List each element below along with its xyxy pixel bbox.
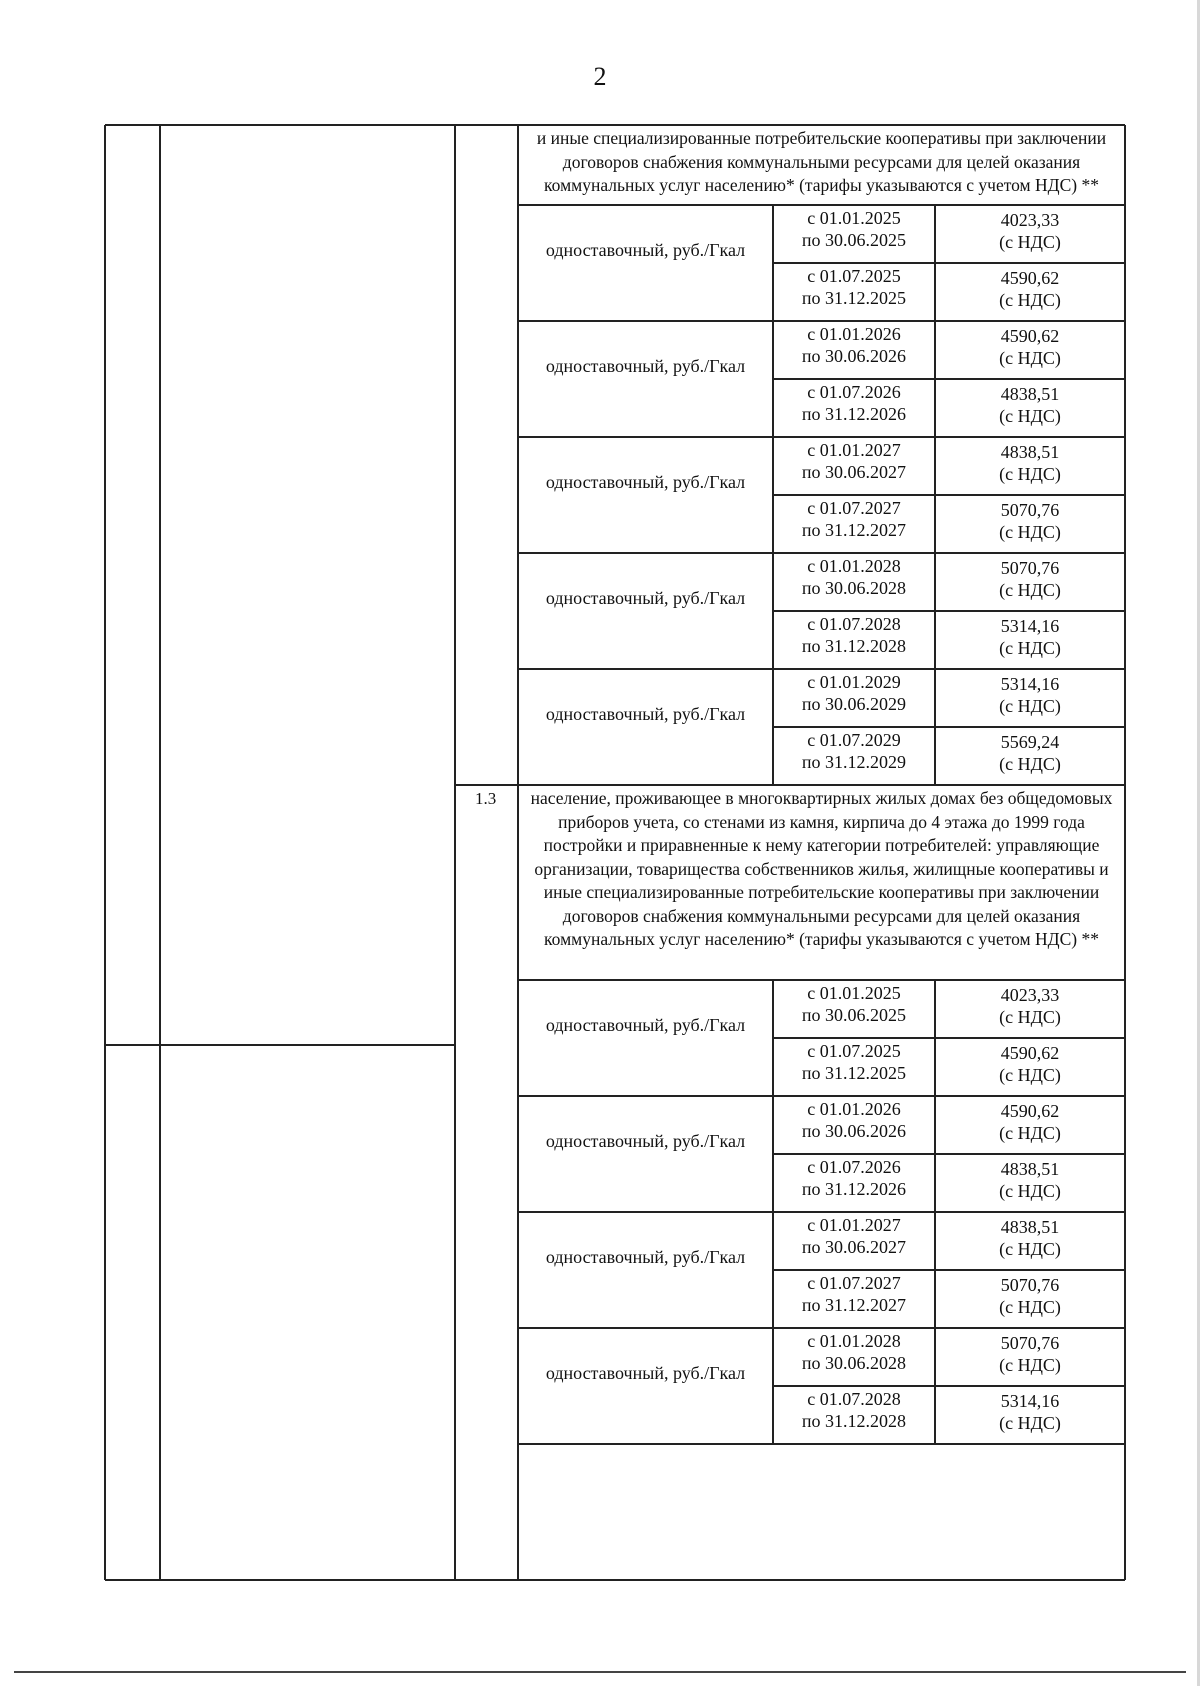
tariff-value: 4838,51 bbox=[1000, 1217, 1060, 1237]
period-from: с 01.07.2025 bbox=[807, 1041, 901, 1061]
tariff-type: одноставочный, руб./Гкал bbox=[545, 588, 746, 608]
tariff-value: 5070,76 bbox=[1000, 1333, 1060, 1353]
period-from: с 01.07.2027 bbox=[807, 1273, 901, 1293]
period-from: с 01.07.2029 bbox=[807, 730, 901, 750]
col-divider-2 bbox=[454, 125, 456, 1580]
tariff-value: 5314,16 bbox=[1000, 616, 1060, 636]
tariff-block-line bbox=[518, 1211, 1125, 1213]
period-to: по 31.12.2029 bbox=[801, 752, 907, 772]
section-heading: и иные специализированные потребительские кооперативы при заключении договоров снабжения коммунальными ресурсами для целей оказания коммунальных услуг населению* (тарифы указываются с учетом НДС) ** bbox=[536, 128, 1107, 195]
vat-note: (с НДС) bbox=[999, 232, 1061, 252]
vat-note: (с НДС) bbox=[999, 522, 1061, 542]
tariff-value: 4590,62 bbox=[1000, 1043, 1060, 1063]
tariff-block-line bbox=[518, 552, 1125, 554]
period-to: по 31.12.2026 bbox=[801, 404, 907, 424]
period-to: по 30.06.2026 bbox=[801, 1121, 907, 1141]
tariff-value: 4590,62 bbox=[1000, 1101, 1060, 1121]
tariff-value: 5569,24 bbox=[1000, 732, 1060, 752]
vat-note: (с НДС) bbox=[999, 464, 1061, 484]
period-to: по 31.12.2028 bbox=[801, 1411, 907, 1431]
tariff-block-line bbox=[518, 1095, 1125, 1097]
tariff-table bbox=[105, 125, 1125, 1580]
vat-note: (с НДС) bbox=[999, 1065, 1061, 1085]
table-border-left bbox=[104, 125, 106, 1580]
period-to: по 30.06.2025 bbox=[801, 1005, 907, 1025]
heading-bottom-line bbox=[518, 204, 1125, 206]
period-from: с 01.07.2027 bbox=[807, 498, 901, 518]
period-from: с 01.01.2028 bbox=[807, 1331, 901, 1351]
period-to: по 30.06.2029 bbox=[801, 694, 907, 714]
section-divider bbox=[455, 784, 1125, 786]
tariff-value: 4838,51 bbox=[1000, 442, 1060, 462]
tariff-block-line bbox=[518, 320, 1125, 322]
period-from: с 01.07.2025 bbox=[807, 266, 901, 286]
tariff-type: одноставочный, руб./Гкал bbox=[545, 1247, 746, 1267]
section-heading: население, проживающее в многоквартирных жилых домах без общедомовых приборов учета, со стенами из камня, кирпича до 4 этажа до 1999 года постройки и приравненные к нему категории потребителей: управляющие организации, товарищества собственников жилья, жилищные кооперативы и иные специализированные потребительские кооперативы при заключении договоров снабжения коммунальными ресурсами для целей оказания коммунальных услуг населению* (тарифы указываются с учетом НДС) ** bbox=[530, 788, 1113, 949]
tariff-value: 5314,16 bbox=[1000, 674, 1060, 694]
period-row-line bbox=[773, 378, 1125, 380]
section-number: 1.3 bbox=[475, 789, 497, 808]
period-from: с 01.01.2027 bbox=[807, 440, 901, 460]
col-divider-1 bbox=[159, 125, 161, 1580]
vat-note: (с НДС) bbox=[999, 348, 1061, 368]
period-to: по 31.12.2025 bbox=[801, 288, 907, 308]
table-border-right bbox=[1124, 125, 1126, 1580]
table-border-top bbox=[105, 124, 1125, 126]
tariff-value: 4838,51 bbox=[1000, 384, 1060, 404]
tariff-type: одноставочный, руб./Гкал bbox=[545, 704, 746, 724]
period-from: с 01.01.2027 bbox=[807, 1215, 901, 1235]
period-from: с 01.07.2026 bbox=[807, 382, 901, 402]
vat-note: (с НДС) bbox=[999, 638, 1061, 658]
tariff-type: одноставочный, руб./Гкал bbox=[545, 1363, 746, 1383]
tariff-value: 5070,76 bbox=[1000, 500, 1060, 520]
period-row-line bbox=[773, 610, 1125, 612]
tariff-block-line bbox=[518, 1443, 1125, 1445]
vat-note: (с НДС) bbox=[999, 290, 1061, 310]
period-from: с 01.01.2028 bbox=[807, 556, 901, 576]
period-from: с 01.01.2026 bbox=[807, 1099, 901, 1119]
page-bottom-edge bbox=[14, 1671, 1186, 1673]
left-columns-split bbox=[105, 1044, 455, 1046]
period-to: по 30.06.2028 bbox=[801, 1353, 907, 1373]
period-row-line bbox=[773, 1153, 1125, 1155]
period-row-line bbox=[773, 1037, 1125, 1039]
period-to: по 30.06.2027 bbox=[801, 462, 907, 482]
period-to: по 31.12.2028 bbox=[801, 636, 907, 656]
vat-note: (с НДС) bbox=[999, 1297, 1061, 1317]
period-from: с 01.01.2029 bbox=[807, 672, 901, 692]
vat-note: (с НДС) bbox=[999, 406, 1061, 426]
period-to: по 31.12.2027 bbox=[801, 520, 907, 540]
tariff-block-line bbox=[518, 668, 1125, 670]
vat-note: (с НДС) bbox=[999, 696, 1061, 716]
period-to: по 31.12.2025 bbox=[801, 1063, 907, 1083]
period-from: с 01.07.2026 bbox=[807, 1157, 901, 1177]
vat-note: (с НДС) bbox=[999, 1181, 1061, 1201]
period-row-line bbox=[773, 494, 1125, 496]
vat-note: (с НДС) bbox=[999, 580, 1061, 600]
period-from: с 01.01.2025 bbox=[807, 983, 901, 1003]
tariff-type: одноставочный, руб./Гкал bbox=[545, 1131, 746, 1151]
period-from: с 01.01.2025 bbox=[807, 208, 901, 228]
vat-note: (с НДС) bbox=[999, 1355, 1061, 1375]
period-row-line bbox=[773, 726, 1125, 728]
vat-note: (с НДС) bbox=[999, 754, 1061, 774]
tariff-value: 5070,76 bbox=[1000, 1275, 1060, 1295]
tariff-value: 4590,62 bbox=[1000, 268, 1060, 288]
tariff-block-line bbox=[518, 436, 1125, 438]
vat-note: (с НДС) bbox=[999, 1007, 1061, 1027]
tariff-block-line bbox=[518, 1327, 1125, 1329]
tariff-value: 4023,33 bbox=[1000, 210, 1060, 230]
period-to: по 30.06.2027 bbox=[801, 1237, 907, 1257]
period-row-line bbox=[773, 1385, 1125, 1387]
tariff-value: 4838,51 bbox=[1000, 1159, 1060, 1179]
tariff-value: 4023,33 bbox=[1000, 985, 1060, 1005]
vat-note: (с НДС) bbox=[999, 1239, 1061, 1259]
period-row-line bbox=[773, 1269, 1125, 1271]
period-from: с 01.01.2026 bbox=[807, 324, 901, 344]
period-to: по 30.06.2026 bbox=[801, 346, 907, 366]
tariff-type: одноставочный, руб./Гкал bbox=[545, 356, 746, 376]
period-to: по 30.06.2025 bbox=[801, 230, 907, 250]
vat-note: (с НДС) bbox=[999, 1413, 1061, 1433]
tariff-type: одноставочный, руб./Гкал bbox=[545, 240, 746, 260]
tariff-type: одноставочный, руб./Гкал bbox=[545, 472, 746, 492]
tariff-value: 5070,76 bbox=[1000, 558, 1060, 578]
col-divider-3 bbox=[517, 125, 519, 1580]
vat-note: (с НДС) bbox=[999, 1123, 1061, 1143]
page-number: 2 bbox=[593, 62, 607, 91]
period-to: по 31.12.2026 bbox=[801, 1179, 907, 1199]
period-from: с 01.07.2028 bbox=[807, 1389, 901, 1409]
heading-bottom-line bbox=[518, 979, 1125, 981]
tariff-value: 5314,16 bbox=[1000, 1391, 1060, 1411]
tariff-type: одноставочный, руб./Гкал bbox=[545, 1015, 746, 1035]
period-to: по 31.12.2027 bbox=[801, 1295, 907, 1315]
period-row-line bbox=[773, 262, 1125, 264]
table-border-bottom bbox=[105, 1579, 1125, 1581]
tariff-value: 4590,62 bbox=[1000, 326, 1060, 346]
period-from: с 01.07.2028 bbox=[807, 614, 901, 634]
period-to: по 30.06.2028 bbox=[801, 578, 907, 598]
